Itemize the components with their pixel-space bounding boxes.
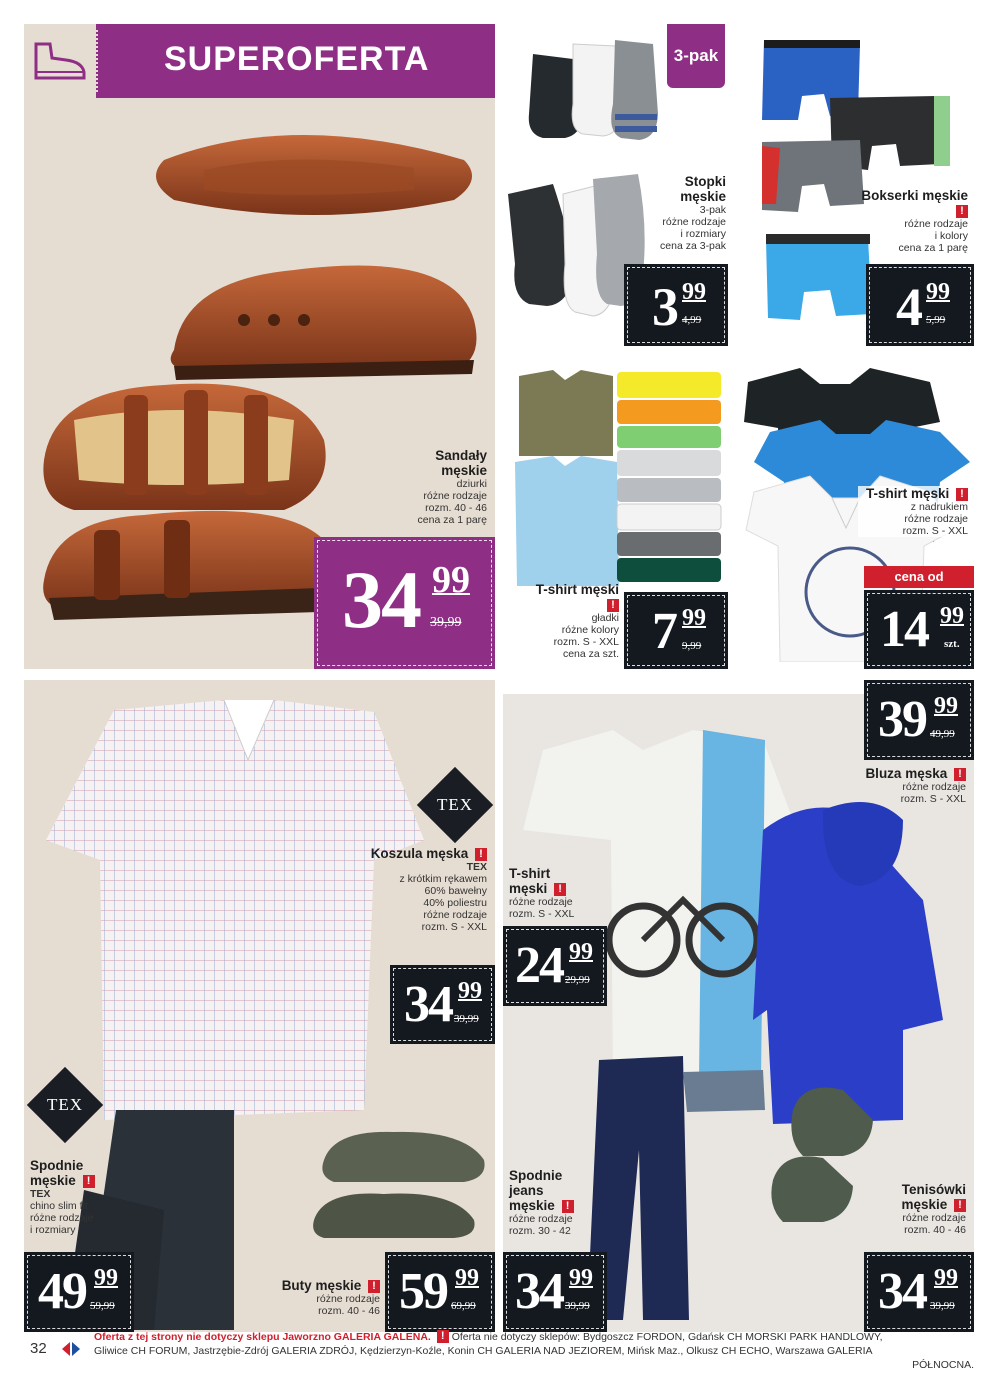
boxers-name	[858, 188, 968, 218]
carrefour-logo	[60, 1340, 82, 1358]
tshirt-plain-price-tag	[624, 592, 728, 669]
hoodie-label	[836, 766, 966, 805]
jeans-price-int: 34	[515, 1263, 563, 1320]
shirt-price-int: 34	[404, 976, 452, 1033]
tshirt-plain-desc-4: cena za szt.	[562, 648, 619, 660]
warning-icon: !	[83, 1175, 95, 1188]
sandals-old-price: 39,99	[430, 615, 462, 630]
trousers-brand: TEX	[30, 1188, 51, 1200]
footer-line-1	[94, 1330, 974, 1344]
socks-badge-text: 3-pak	[673, 46, 719, 65]
shoes-desc-1: różne rodzaje	[316, 1293, 380, 1305]
trousers-label	[30, 1158, 120, 1236]
warning-icon: !	[554, 883, 566, 896]
tshirt-plain-label	[533, 582, 619, 660]
socks-desc-2: różne rodzaje	[662, 216, 726, 228]
tshirt-plain-image	[509, 366, 729, 596]
tshirt-plain-name	[533, 582, 619, 612]
socks-desc-3: i rozmiary	[680, 228, 726, 240]
jeans-label	[509, 1168, 589, 1237]
trousers-desc-1: chino slim fit	[30, 1200, 88, 1212]
jeans-name	[509, 1168, 589, 1213]
hoodie-old-price: 49,99	[930, 728, 955, 740]
hoodie-name	[836, 766, 966, 781]
tshirt-print-desc-2: różne rodzaje	[904, 513, 968, 525]
tshirt-print-name-text: T-shirt męski	[865, 486, 950, 501]
hoodie-price-tag	[864, 680, 974, 760]
jeans-desc-1: różne rodzaje	[509, 1213, 573, 1225]
tshirt-print-price-tag	[864, 590, 974, 669]
shirt-price-tag	[390, 965, 495, 1044]
tshirt-print-price-int: 14	[880, 601, 928, 658]
sandals-desc-4: cena za 1 parę	[417, 514, 487, 526]
tshirt-moto-label	[509, 866, 583, 920]
sneakers-desc-1: różne rodzaje	[902, 1212, 966, 1224]
sandals-price-int: 34	[342, 554, 420, 645]
trousers-price-tag	[24, 1252, 134, 1332]
tshirt-print-desc-3: rozm. S - XXL	[902, 525, 968, 537]
warning-icon: !	[437, 1330, 449, 1343]
tshirt-print-name	[858, 486, 968, 501]
socks-price-cents: 99	[682, 279, 706, 305]
boxers-label	[858, 188, 968, 254]
tshirt-print-price-cents: 99	[940, 603, 964, 629]
trousers-name	[30, 1158, 120, 1188]
tshirt-plain-desc-1: gładki	[591, 612, 619, 624]
warning-icon: !	[956, 488, 968, 501]
sandals-label	[337, 448, 487, 526]
tshirt-moto-price-tag	[503, 926, 607, 1006]
shoes-label	[264, 1278, 380, 1317]
hoodie-price-cents: 99	[934, 693, 958, 719]
sneakers-price-tag	[864, 1252, 974, 1332]
tshirt-moto-name-text: T-shirt męski	[509, 866, 551, 896]
sandals-panel	[24, 24, 495, 669]
shoes-name-text: Buty męskie	[281, 1278, 362, 1293]
shoes-old-price: 69,99	[451, 1300, 476, 1312]
header-title: SUPEROFERTA	[164, 40, 430, 78]
tshirt-plain-name-text: T-shirt męski	[535, 582, 619, 597]
socks-price-int: 3	[652, 277, 677, 337]
jeans-name-text: Spodnie jeans męskie	[509, 1168, 563, 1213]
tshirt-plain-panel	[503, 356, 732, 669]
shoes-desc-2: rozm. 40 - 46	[318, 1305, 380, 1317]
hoodie-desc-2: rozm. S - XXL	[900, 793, 966, 805]
shirt-price-cents: 99	[458, 978, 482, 1004]
tshirt-plain-price-int: 7	[652, 603, 676, 660]
trousers-price-cents: 99	[94, 1265, 118, 1291]
shoe-icon	[30, 36, 90, 86]
warning-icon: !	[562, 1200, 574, 1213]
footer-line-2: Gliwice CH FORUM, Jastrzębie-Zdrój GALERIA ZDRÓJ, Kędzierzyn-Koźle, Konin CH GALERIA NAD JEZIOREM, Mińsk Maz., Olkusz CH ECHO, Warszawa GALERIA	[94, 1345, 873, 1357]
page-number: 32	[30, 1340, 47, 1357]
header-divider	[96, 30, 98, 92]
jeans-old-price: 39,99	[565, 1300, 590, 1312]
warning-icon: !	[956, 205, 968, 218]
trousers-old-price: 59,99	[90, 1300, 115, 1312]
sandal-top-left	[156, 135, 472, 215]
tshirt-plain-desc-3: rozm. S - XXL	[553, 636, 619, 648]
shoes-price-tag	[385, 1252, 495, 1332]
warning-icon: !	[475, 848, 487, 861]
shirt-desc-4: różne rodzaje	[423, 909, 487, 921]
tshirt-moto-desc-2: rozm. S - XXL	[509, 908, 575, 920]
sandals-name: Sandały męskie	[435, 448, 487, 478]
tshirt-moto-price-int: 24	[515, 937, 563, 994]
tshirt-print-label	[858, 486, 968, 537]
boxers-desc-2: i kolory	[934, 230, 968, 242]
footer-line-3: PÓŁNOCNA.	[912, 1359, 974, 1371]
hoodie-desc-1: różne rodzaje	[902, 781, 966, 793]
sneakers-name-text: Tenisówki męskie	[901, 1182, 966, 1212]
sandals-desc-2: różne rodzaje	[423, 490, 487, 502]
warning-icon: !	[607, 599, 619, 612]
trousers-desc-3: i rozmiary	[30, 1224, 76, 1236]
tex-badge-shirt	[417, 767, 493, 843]
sneakers-price-int: 34	[878, 1263, 926, 1320]
shirt-old-price: 39,99	[454, 1013, 479, 1025]
trousers-price-int: 49	[38, 1263, 86, 1320]
tshirt-print-desc-1: z nadrukiem	[910, 501, 968, 513]
shirt-desc-5: rozm. S - XXL	[421, 921, 487, 933]
tshirt-plain-desc-2: różne kolory	[561, 624, 619, 636]
sandals-desc-1: dziurki	[456, 478, 487, 490]
tshirt-moto-name	[509, 866, 583, 896]
price-from-tag: cena od	[864, 566, 974, 588]
sandals-desc-3: rozm. 40 - 46	[425, 502, 487, 514]
shoes-image	[304, 1120, 494, 1250]
boxers-desc-1: różne rodzaje	[904, 218, 968, 230]
trousers-desc-2: różne rodzaje	[30, 1212, 94, 1224]
socks-label	[626, 174, 726, 252]
sandals-price-cents: 99	[432, 559, 470, 601]
sandal-bottom-left	[43, 384, 325, 510]
sneakers-name	[856, 1182, 966, 1212]
jeans-desc-2: rozm. 30 - 42	[509, 1225, 571, 1237]
casual-panel	[503, 680, 974, 1332]
warning-icon: !	[954, 768, 966, 781]
tex-badge-shirt-text: TEX	[436, 795, 474, 814]
sneakers-label	[856, 1182, 966, 1236]
tshirt-print-unit: szt.	[944, 638, 960, 650]
shirt-name-text: Koszula męska	[370, 846, 469, 861]
tex-badge-trousers-text: TEX	[46, 1095, 84, 1114]
boxers-price-tag	[866, 264, 974, 346]
socks-old-price: 4,99	[682, 314, 702, 326]
socks-desc-1: 3-pak	[699, 204, 726, 216]
jeans-price-tag	[503, 1252, 607, 1332]
shirt-name	[367, 846, 487, 861]
shoes-name	[264, 1278, 380, 1293]
sneakers-desc-2: rozm. 40 - 46	[904, 1224, 966, 1236]
boxers-panel	[740, 24, 974, 346]
sneakers-old-price: 39,99	[930, 1300, 955, 1312]
footer-disclaimer	[94, 1330, 974, 1372]
sneakers-price-cents: 99	[934, 1265, 958, 1291]
tshirt-moto-old-price: 29,99	[565, 974, 590, 986]
boxers-price-int: 4	[896, 277, 921, 337]
footer-line-1-bold: Oferta z tej strony nie dotyczy sklepu Jaworzno GALERIA GALENA.	[94, 1331, 431, 1343]
jeans-price-cents: 99	[569, 1265, 593, 1291]
tshirt-moto-price-cents: 99	[569, 939, 593, 965]
shoes-price-cents: 99	[455, 1265, 479, 1291]
socks-desc-4: cena za 3-pak	[660, 240, 726, 252]
boxers-name-text: Bokserki męskie	[861, 188, 968, 203]
warning-icon: !	[368, 1280, 380, 1293]
shirt-desc-1: z krótkim rękawem	[399, 873, 487, 885]
shirt-brand: TEX	[466, 861, 487, 873]
shoes-price-int: 59	[399, 1263, 447, 1320]
footer-line-1-rest: Oferta nie dotyczy sklepów: Bydgoszcz FORDON, Gdańsk CH MORSKI PARK HANDLOWY,	[451, 1331, 883, 1343]
warning-icon: !	[954, 1199, 966, 1212]
boxers-old-price: 5,99	[926, 314, 946, 326]
boxers-price-cents: 99	[926, 279, 950, 305]
shirt-label	[367, 846, 487, 933]
socks-price-tag	[624, 264, 728, 346]
tshirt-plain-price-cents: 99	[682, 605, 706, 631]
shirt-desc-2: 60% bawełny	[424, 885, 487, 897]
sandal-bottom-right	[43, 511, 326, 620]
boxers-desc-3: cena za 1 parę	[898, 242, 968, 254]
socks-name: Stopki męskie	[680, 174, 726, 204]
hoodie-name-text: Bluza męska	[865, 766, 948, 781]
trousers-name-text: Spodnie męskie	[30, 1158, 84, 1188]
shirt-desc-3: 40% poliestru	[423, 897, 487, 909]
hoodie-price-int: 39	[878, 691, 926, 748]
sandals-price-tag	[314, 537, 495, 669]
sandal-top-right	[171, 266, 477, 380]
socks-panel	[503, 24, 732, 346]
tshirt-moto-desc-1: różne rodzaje	[509, 896, 573, 908]
tshirt-plain-old-price: 9,99	[682, 640, 702, 652]
shirt-panel	[24, 680, 495, 1332]
tshirt-print-panel	[740, 356, 974, 669]
